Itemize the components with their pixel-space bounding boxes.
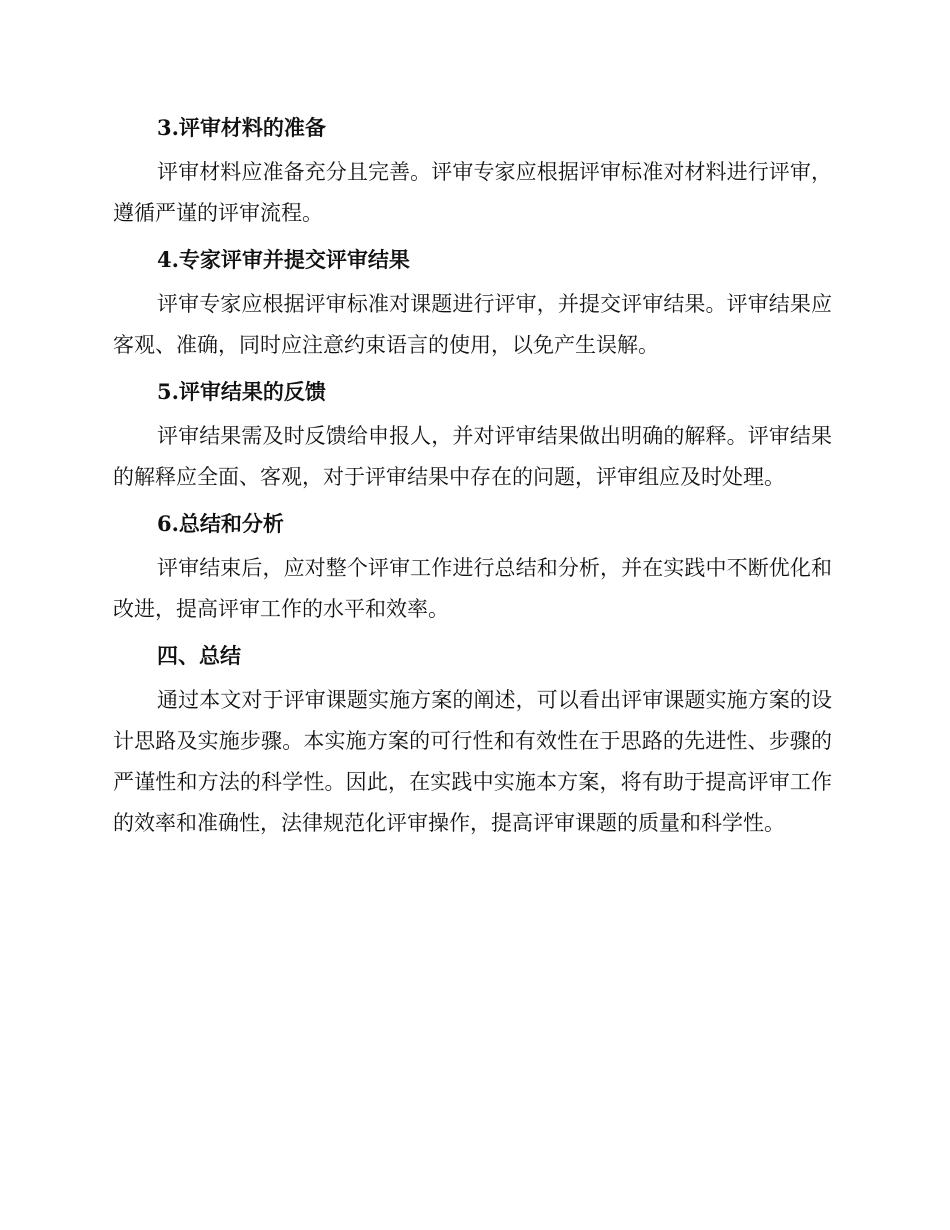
section-paragraph-6: 评审结束后，应对整个评审工作进行总结和分析，并在实践中不断优化和改进，提高评审工作的水平和效率。 — [113, 556, 832, 621]
section-paragraph-3: 评审材料应准备充分且完善。评审专家应根据评审标准对材料进行评审，遵循严谨的评审流程。 — [113, 160, 832, 225]
section-paragraph-4: 评审专家应根据评审标准对课题进行评审，并提交评审结果。评审结果应客观、准确，同时应注意约束语言的使用，以免产生误解。 — [113, 292, 832, 357]
section-heading-3: 3.评审材料的准备 — [157, 115, 326, 140]
section-heading-summary: 四、总结 — [157, 643, 241, 668]
section-heading-4: 4.专家评审并提交评审结果 — [157, 247, 410, 272]
section-heading-6: 6.总结和分析 — [157, 511, 284, 536]
section-paragraph-summary: 通过本文对于评审课题实施方案的阐述，可以看出评审课题实施方案的设计思路及实施步骤。本实施方案的可行性和有效性在于思路的先进性、步骤的严谨性和方法的科学性。因此，在实践中实施本方案，将有助于提高评审工作的效率和准确性，法律规范化评审操作，提高评审课题的质量和科学性。 — [113, 688, 832, 835]
section-heading-5: 5.评审结果的反馈 — [157, 379, 326, 404]
section-paragraph-5: 评审结果需及时反馈给申报人，并对评审结果做出明确的解释。评审结果的解释应全面、客观，对于评审结果中存在的问题，评审组应及时处理。 — [113, 424, 832, 489]
